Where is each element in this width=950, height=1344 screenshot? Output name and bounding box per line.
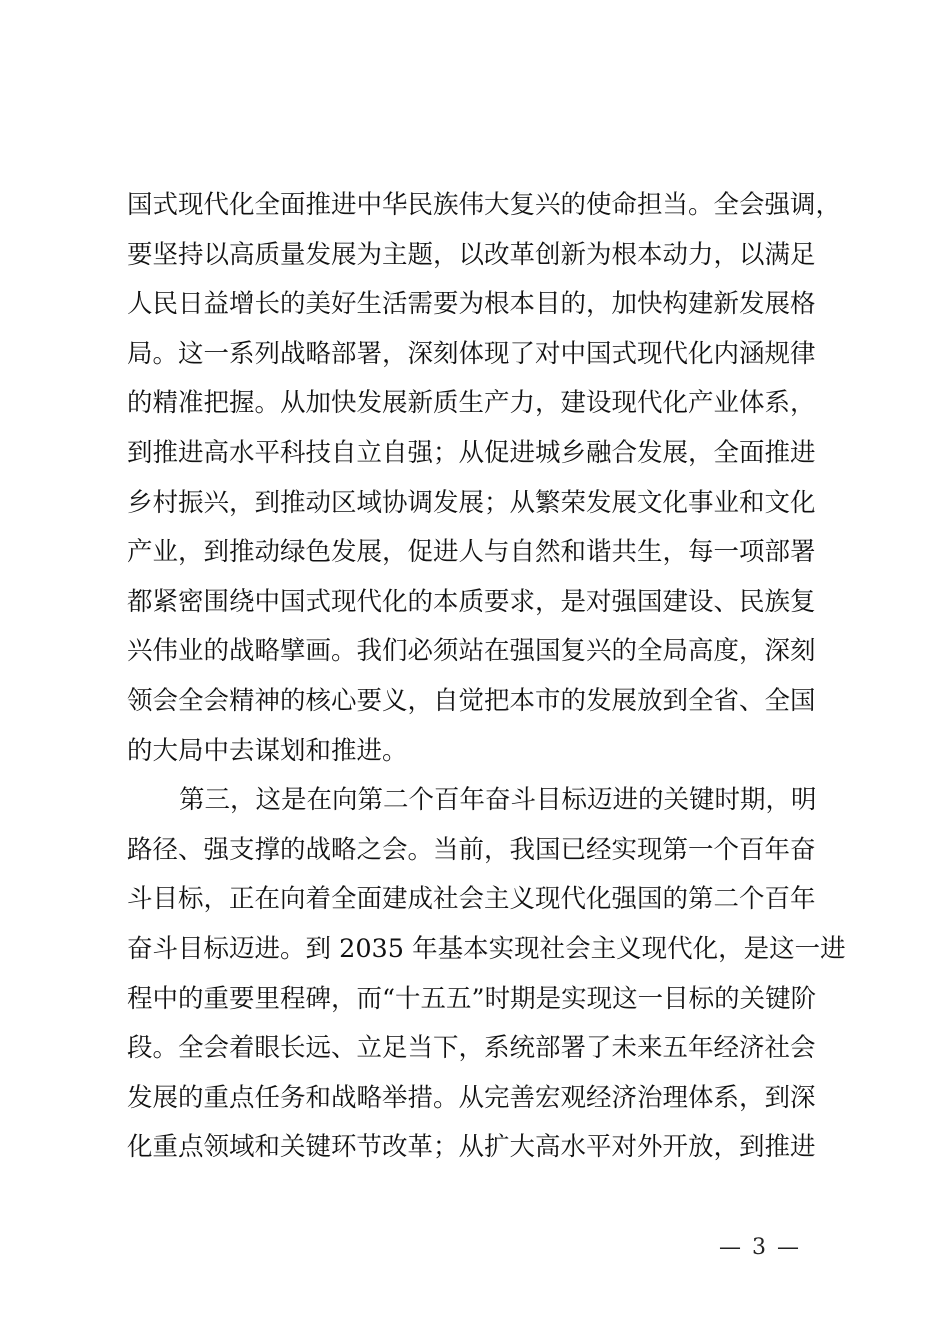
text-line-19: 发展的重点任务和战略举措。从完善宏观经济治理体系，到深	[127, 1082, 816, 1113]
text-line-9: 都紧密围绕中国式现代化的本质要求，是对强国建设、民族复	[127, 586, 816, 617]
text-line-17: 程中的重要里程碑，而“十五五”时期是实现这一目标的关键阶	[127, 983, 817, 1014]
body-text	[127, 181, 846, 1173]
text-line-7: 乡村振兴，到推动区域协调发展；从繁荣发展文化事业和文化	[127, 487, 816, 518]
text-line-4: 局。这一系列战略部署，深刻体现了对中国式现代化内涵规律	[127, 338, 816, 369]
text-line-18: 段。全会着眼长远、立足当下，系统部署了未来五年经济社会	[127, 1033, 816, 1064]
text-line-15: 斗目标，正在向着全面建成社会主义现代化强国的第二个百年	[127, 884, 816, 915]
text-line-20: 化重点领域和关键环节改革；从扩大高水平对外开放，到推进	[127, 1132, 816, 1163]
text-line-1: 国式现代化全面推进中华民族伟大复兴的使命担当。全会强调，	[127, 190, 842, 220]
text-line-11: 领会全会精神的核心要义，自觉把本市的发展放到全省、全国	[127, 685, 816, 716]
text-line-8: 产业，到推动绿色发展，促进人与自然和谐共生，每一项部署	[127, 537, 816, 568]
text-line-10: 兴伟业的战略擘画。我们必须站在强国复兴的全局高度，深刻	[127, 636, 816, 667]
text-line-6: 到推进高水平科技自立自强；从促进城乡融合发展，全面推进	[127, 437, 816, 468]
text-line-2: 要坚持以高质量发展为主题，以改革创新为根本动力，以满足	[127, 239, 816, 270]
paragraph-start-line: 第三，这是在向第二个百年奋斗目标迈进的关键时期，明	[179, 785, 817, 816]
text-line-16: 奋斗目标迈进。到 2035 年基本实现社会主义现代化，是这一进	[127, 933, 846, 964]
text-line-3: 人民日益增长的美好生活需要为根本目的，加快构建新发展格	[127, 289, 816, 320]
page-number: — 3 —	[719, 1235, 801, 1260]
text-line-14: 路径、强支撑的战略之会。当前，我国已经实现第一个百年奋	[127, 834, 816, 865]
text-line-12: 的大局中去谋划和推进。	[127, 735, 408, 766]
text-line-5: 的精准把握。从加快发展新质生产力，建设现代化产业体系，	[127, 388, 816, 419]
